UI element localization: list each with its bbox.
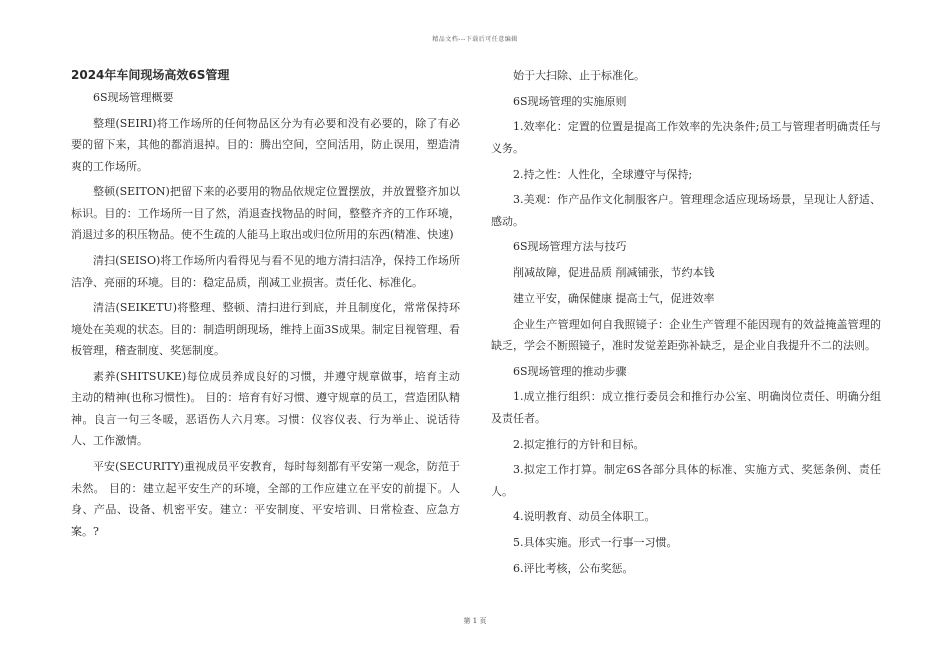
page-header: 精品文档---下载后可任意编辑 <box>432 36 518 43</box>
paragraph: 3.拟定工作打算。制定6S各部分具体的标准、实施方式、奖惩条例、责任人。 <box>491 463 881 498</box>
paragraph: 清扫(SEISO)将工作场所内看得见与看不见的地方清扫洁净，保持工作场所洁净、亮丽的环境。目的：稳定品质，削减工业损害。责任化、标准化。 <box>71 254 460 289</box>
right-column <box>491 65 881 584</box>
paragraph: 清洁(SEIKETU)将整理、整顿、清扫进行到底，并且制度化，常常保持环境处在美观的状态。目的：制造明朗现场，维持上面3S成果。制定目视管理、看板管理，稽查制度、奖惩制度。 <box>71 301 460 358</box>
paragraph: 平安(SECURITY)重视成员平安教育，每时每刻都有平安第一观念，防范于未然。 目的：建立起平安生产的环境，全部的工作应建立在平安的前提下。人身、产品、设备、机密平安。建立：平安制度、平安培训、日常检查、应急方案。? <box>71 460 460 538</box>
paragraph: 3.美观：作产品作文化制服客户。管理理念适应现场场景，呈现让人舒适、感动。 <box>491 193 881 228</box>
paragraph: 6.评比考核，公布奖惩。 <box>513 561 634 575</box>
paragraph: 削减故障，促进品质 削减铺张，节约本钱 <box>513 266 715 280</box>
paragraph: 企业生产管理如何自我照镜子：企业生产管理不能因现有的效益掩盖管理的缺乏，学会不断照镜子，准时发觉差距弥补缺乏，是企业自我提升不二的法则。 <box>491 317 881 352</box>
paragraph: 4.说明教育、动员全体职工。 <box>513 510 656 524</box>
paragraph: 整理(SEIRI)将工作场所的任何物品区分为有必要和没有必要的，除了有必要的留下来，其他的都消退掉。目的：腾出空间，空间活用，防止误用，塑造清爽的工作场所。 <box>71 116 460 173</box>
paragraph: 5.具体实施。形式一行事一习惯。 <box>513 536 678 550</box>
paragraph: 2.拟定推行的方针和目标。 <box>513 437 645 451</box>
paragraph: 整顿(SEITON)把留下来的必要用的物品依规定位置摆放，并放置整齐加以标识。目的：工作场所一目了然，消退查找物品的时间，整整齐齐的工作环境，消退过多的积压物品。使不生疏的人能马上取出或归位所用的东西(精准、快速) <box>71 185 460 242</box>
paragraph: 建立平安，确保健康 提高士气，促进效率 <box>513 291 715 305</box>
paragraph: 2.持之性：人性化，全球遵守与保持; <box>513 167 693 181</box>
paragraph: 1.效率化：定置的位置是提高工作效率的先决条件;员工与管理者明确责任与义务。 <box>491 120 881 155</box>
document-title: 2024年车间现场高效6S管理 <box>71 68 230 82</box>
section-heading: 6S现场管理的推动步骤 <box>513 364 627 378</box>
paragraph: 素养(SHITSUKE)每位成员养成良好的习惯，并遵守规章做事，培育主动主动的精神(也称习惯性)。 目的：培育有好习惯、遵守规章的员工，营造团队精神。良言一句三冬暖，恶语伤人六月寒。习惯：仪容仪表、行为举止、说话待人、工作激情。 <box>71 369 460 448</box>
paragraph: 1.成立推行组织：成立推行委员会和推行办公室、明确岗位责任、明确分组及责任者。 <box>491 390 881 425</box>
section-heading: 6S现场管理方法与技巧 <box>513 240 627 254</box>
section-heading: 6S现场管理的实施原则 <box>513 94 627 108</box>
section-heading: 6S现场管理概要 <box>93 91 174 104</box>
paragraph: 始于大扫除、止于标准化。 <box>513 69 645 82</box>
left-column <box>71 65 460 546</box>
page-number: 第 1 页 <box>463 617 487 625</box>
